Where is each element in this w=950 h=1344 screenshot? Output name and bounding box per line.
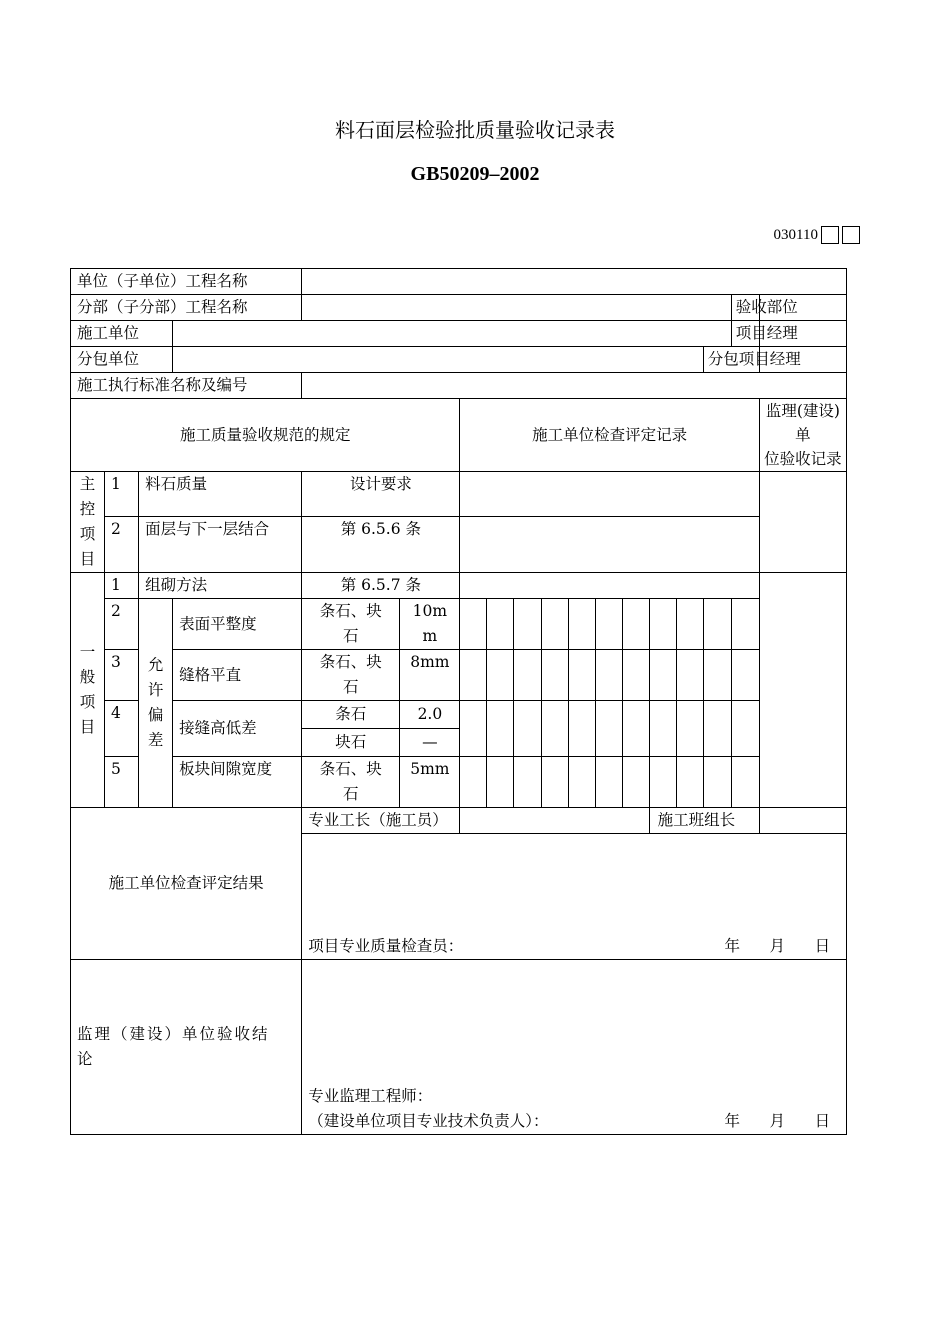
- subcontract-manager-label: 分包项目经理: [703, 347, 759, 373]
- team-leader-label: 施工班组长: [649, 808, 759, 834]
- measure-cell[interactable]: [731, 650, 759, 701]
- tolerance-stone-type: 块石: [302, 729, 400, 757]
- page-title: 料石面层检验批质量验收记录表: [335, 118, 615, 142]
- measure-cell[interactable]: [514, 757, 541, 808]
- tolerance-item-name: 表面平整度: [173, 599, 302, 650]
- construction-unit-label: 施工单位: [71, 321, 173, 347]
- form-code-box-2[interactable]: [842, 226, 860, 244]
- project-manager-label: 项目经理: [731, 321, 759, 347]
- main-item-no: 1: [105, 472, 139, 517]
- tolerance-item-name: 缝格平直: [173, 650, 302, 701]
- general-item-no: 5: [105, 757, 139, 808]
- measure-cell[interactable]: [541, 701, 568, 757]
- main-item-requirement: 第 6.5.6 条: [302, 517, 460, 573]
- measure-cell[interactable]: [487, 701, 514, 757]
- measure-cell[interactable]: [487, 599, 514, 650]
- general-item-no: 3: [105, 650, 139, 701]
- measure-cell[interactable]: [703, 701, 731, 757]
- measure-cell[interactable]: [568, 599, 595, 650]
- foreman-label: 专业工长（施工员）: [302, 808, 460, 834]
- measure-cell[interactable]: [622, 757, 649, 808]
- measure-cell[interactable]: [703, 757, 731, 808]
- measure-cell[interactable]: [568, 757, 595, 808]
- measure-cell[interactable]: [487, 650, 514, 701]
- result-date: 年 月 日: [724, 937, 831, 955]
- measure-cell[interactable]: [460, 757, 487, 808]
- general-supervision-field[interactable]: [759, 573, 846, 808]
- main-item-record[interactable]: [460, 472, 759, 517]
- result-label: 施工单位检查评定结果: [71, 808, 302, 960]
- standard-field[interactable]: [302, 373, 847, 399]
- main-item-name: 料石质量: [139, 472, 302, 517]
- measure-cell[interactable]: [649, 701, 676, 757]
- tolerance-value: 10m m: [400, 599, 460, 650]
- measure-cell[interactable]: [676, 757, 703, 808]
- supervision-header-line1: 监理(建设)单: [765, 402, 840, 444]
- measure-cell[interactable]: [514, 650, 541, 701]
- general-item-no: 2: [105, 599, 139, 650]
- conclusion-date: 年 月 日: [724, 1112, 831, 1130]
- form-code-box-1[interactable]: [821, 226, 839, 244]
- measure-cell[interactable]: [541, 650, 568, 701]
- measure-cell[interactable]: [731, 599, 759, 650]
- tolerance-label: 允 许 偏 差: [139, 599, 173, 808]
- measure-cell[interactable]: [541, 757, 568, 808]
- measure-cell[interactable]: [514, 701, 541, 757]
- supervision-header: [759, 399, 846, 472]
- unit-project-label: 单位（子单位）工程名称: [71, 269, 302, 295]
- tolerance-item-name: 板块间隙宽度: [173, 757, 302, 808]
- spec-header: 施工质量验收规范的规定: [71, 399, 460, 472]
- measure-cell[interactable]: [487, 757, 514, 808]
- measure-cell[interactable]: [595, 757, 622, 808]
- general-label: 一 般 项 目: [71, 573, 105, 808]
- conclusion-label: 监理（建设）单位验收结 论: [71, 960, 302, 1135]
- measure-cell[interactable]: [460, 701, 487, 757]
- tech-label: （建设单位项目专业技术负责人）：: [308, 1112, 549, 1130]
- main-item-requirement: 设计要求: [302, 472, 460, 517]
- main-item-name: 面层与下一层结合: [139, 517, 302, 573]
- subcontract-unit-label: 分包单位: [71, 347, 173, 373]
- standard-label: 施工执行标准名称及编号: [71, 373, 302, 399]
- measure-cell[interactable]: [649, 599, 676, 650]
- measure-cell[interactable]: [676, 650, 703, 701]
- measure-cell[interactable]: [703, 650, 731, 701]
- measure-cell[interactable]: [460, 650, 487, 701]
- tolerance-value: 8mm: [400, 650, 460, 701]
- measure-cell[interactable]: [622, 599, 649, 650]
- measure-cell[interactable]: [649, 757, 676, 808]
- form-code: [774, 226, 860, 244]
- general-item-name: 组砌方法: [139, 573, 302, 599]
- tolerance-stone-type: 条石、块 石: [302, 650, 400, 701]
- tolerance-value: 2.0: [400, 701, 460, 729]
- measure-cell[interactable]: [541, 599, 568, 650]
- measure-cell[interactable]: [568, 650, 595, 701]
- main-control-label: 主 控 项 目: [71, 472, 105, 573]
- inspection-form: [70, 268, 847, 1135]
- inspector-label: 项目专业质量检查员：: [308, 937, 464, 955]
- measure-cell[interactable]: [595, 701, 622, 757]
- foreman-field[interactable]: [460, 808, 649, 834]
- measure-cell[interactable]: [676, 599, 703, 650]
- measure-cell[interactable]: [622, 650, 649, 701]
- measure-cell[interactable]: [595, 599, 622, 650]
- measure-cell[interactable]: [676, 701, 703, 757]
- conclusion-signature-area[interactable]: [302, 960, 847, 1135]
- measure-cell[interactable]: [731, 701, 759, 757]
- general-item-no: 1: [105, 573, 139, 599]
- measure-cell[interactable]: [622, 701, 649, 757]
- measure-cell[interactable]: [514, 599, 541, 650]
- engineer-label: 专业监理工程师：: [308, 1087, 433, 1105]
- construction-unit-field[interactable]: [173, 321, 732, 347]
- measure-cell[interactable]: [595, 650, 622, 701]
- supervision-header-line2: 位验收记录: [764, 450, 842, 468]
- sub-project-field[interactable]: [302, 295, 731, 321]
- result-signature-area[interactable]: [302, 834, 847, 960]
- measure-cell[interactable]: [649, 650, 676, 701]
- general-item-no: 4: [105, 701, 139, 757]
- accept-part-label: 验收部位: [731, 295, 759, 321]
- general-item-requirement: 第 6.5.7 条: [302, 573, 460, 599]
- tolerance-value: —: [400, 729, 460, 757]
- unit-project-field[interactable]: [302, 269, 847, 295]
- tolerance-item-name: 接缝高低差: [173, 701, 302, 757]
- team-leader-field[interactable]: [759, 808, 846, 834]
- measure-cell[interactable]: [460, 599, 487, 650]
- standard-code: GB50209‒2002: [410, 163, 540, 185]
- tolerance-stone-type: 条石、块 石: [302, 757, 400, 808]
- tolerance-value: 5mm: [400, 757, 460, 808]
- measure-cell[interactable]: [703, 599, 731, 650]
- main-item-record[interactable]: [460, 517, 759, 573]
- subcontract-unit-field[interactable]: [173, 347, 704, 373]
- general-item-record[interactable]: [460, 573, 759, 599]
- check-record-header: 施工单位检查评定记录: [460, 399, 759, 472]
- measure-cell[interactable]: [731, 757, 759, 808]
- measure-cell[interactable]: [568, 701, 595, 757]
- tolerance-stone-type: 条石、块 石: [302, 599, 400, 650]
- sub-project-label: 分部（子分部）工程名称: [71, 295, 302, 321]
- form-code-text: 030110: [773, 227, 818, 243]
- main-supervision-field[interactable]: [759, 472, 846, 573]
- main-item-no: 2: [105, 517, 139, 573]
- tolerance-stone-type: 条石: [302, 701, 400, 729]
